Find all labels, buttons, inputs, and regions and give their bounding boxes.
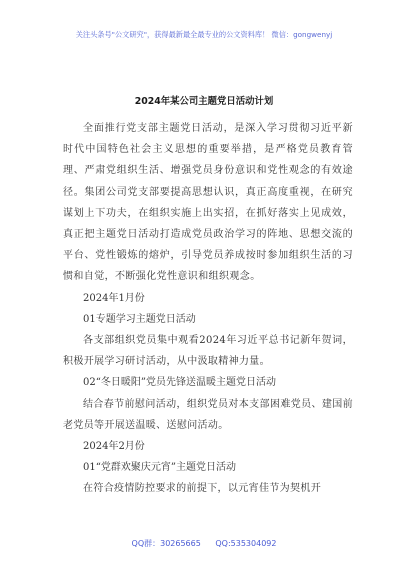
activity-title-2: 02“冬日暖阳”党员先锋送温暖主题党日活动 xyxy=(83,377,276,389)
activity-title-3: 01“党群欢聚庆元宵”主题党日活动 xyxy=(83,462,236,474)
intro-paragraph: 全面推行党支部主题党日活动，是深入学习贯彻习近平新时代中国特色社会主义思想的重要举措，是严格党员教育管理、严肃党组织生活、增强党员身份意识和党性观念的有效途径。集团公司党支部要提高思想认识，真正高度重视，在研究谋划上下功夫，在组织实施上出实招，在抓好落实上见成效，真正把主题党日活动打造成党员政治学习的阵地、思想交流的平台、党性锻炼的熔炉，引导党员养成按时参加组织生活的习惯和自觉，不断强化党性意识和组织观念。 xyxy=(63,123,353,283)
month-heading-february: 2024年2月份 xyxy=(83,441,145,453)
footer-qq-group: QQ群：30265665 xyxy=(131,539,201,548)
footer-qq-number: QQ:535304092 xyxy=(215,539,277,548)
document-title: 2024年某公司主题党日活动计划 xyxy=(134,96,274,107)
footer-contact xyxy=(0,538,408,549)
activity-body-2: 结合春节前慰问活动，组织党员对本支部困难党员、建国前老党员等开展送温暖、送慰问活动。 xyxy=(63,398,353,431)
activity-title-1: 01专题学习主题党日活动 xyxy=(83,313,196,325)
activity-body-1: 各支部组织党员集中观看2024年习近平总书记新年贺词，积极开展学习研讨活动，从中汲取精神力量。 xyxy=(63,335,353,368)
activity-body-3: 在符合疫情防控要求的前提下，以元宵佳节为契机开 xyxy=(83,483,322,495)
month-heading-january: 2024年1月份 xyxy=(83,292,145,304)
document-body xyxy=(63,118,353,500)
header-notice: 关注头条号"公文研究"，获得最新最全最专业的公文资料库！ 微信：gongwenyj xyxy=(75,30,333,39)
